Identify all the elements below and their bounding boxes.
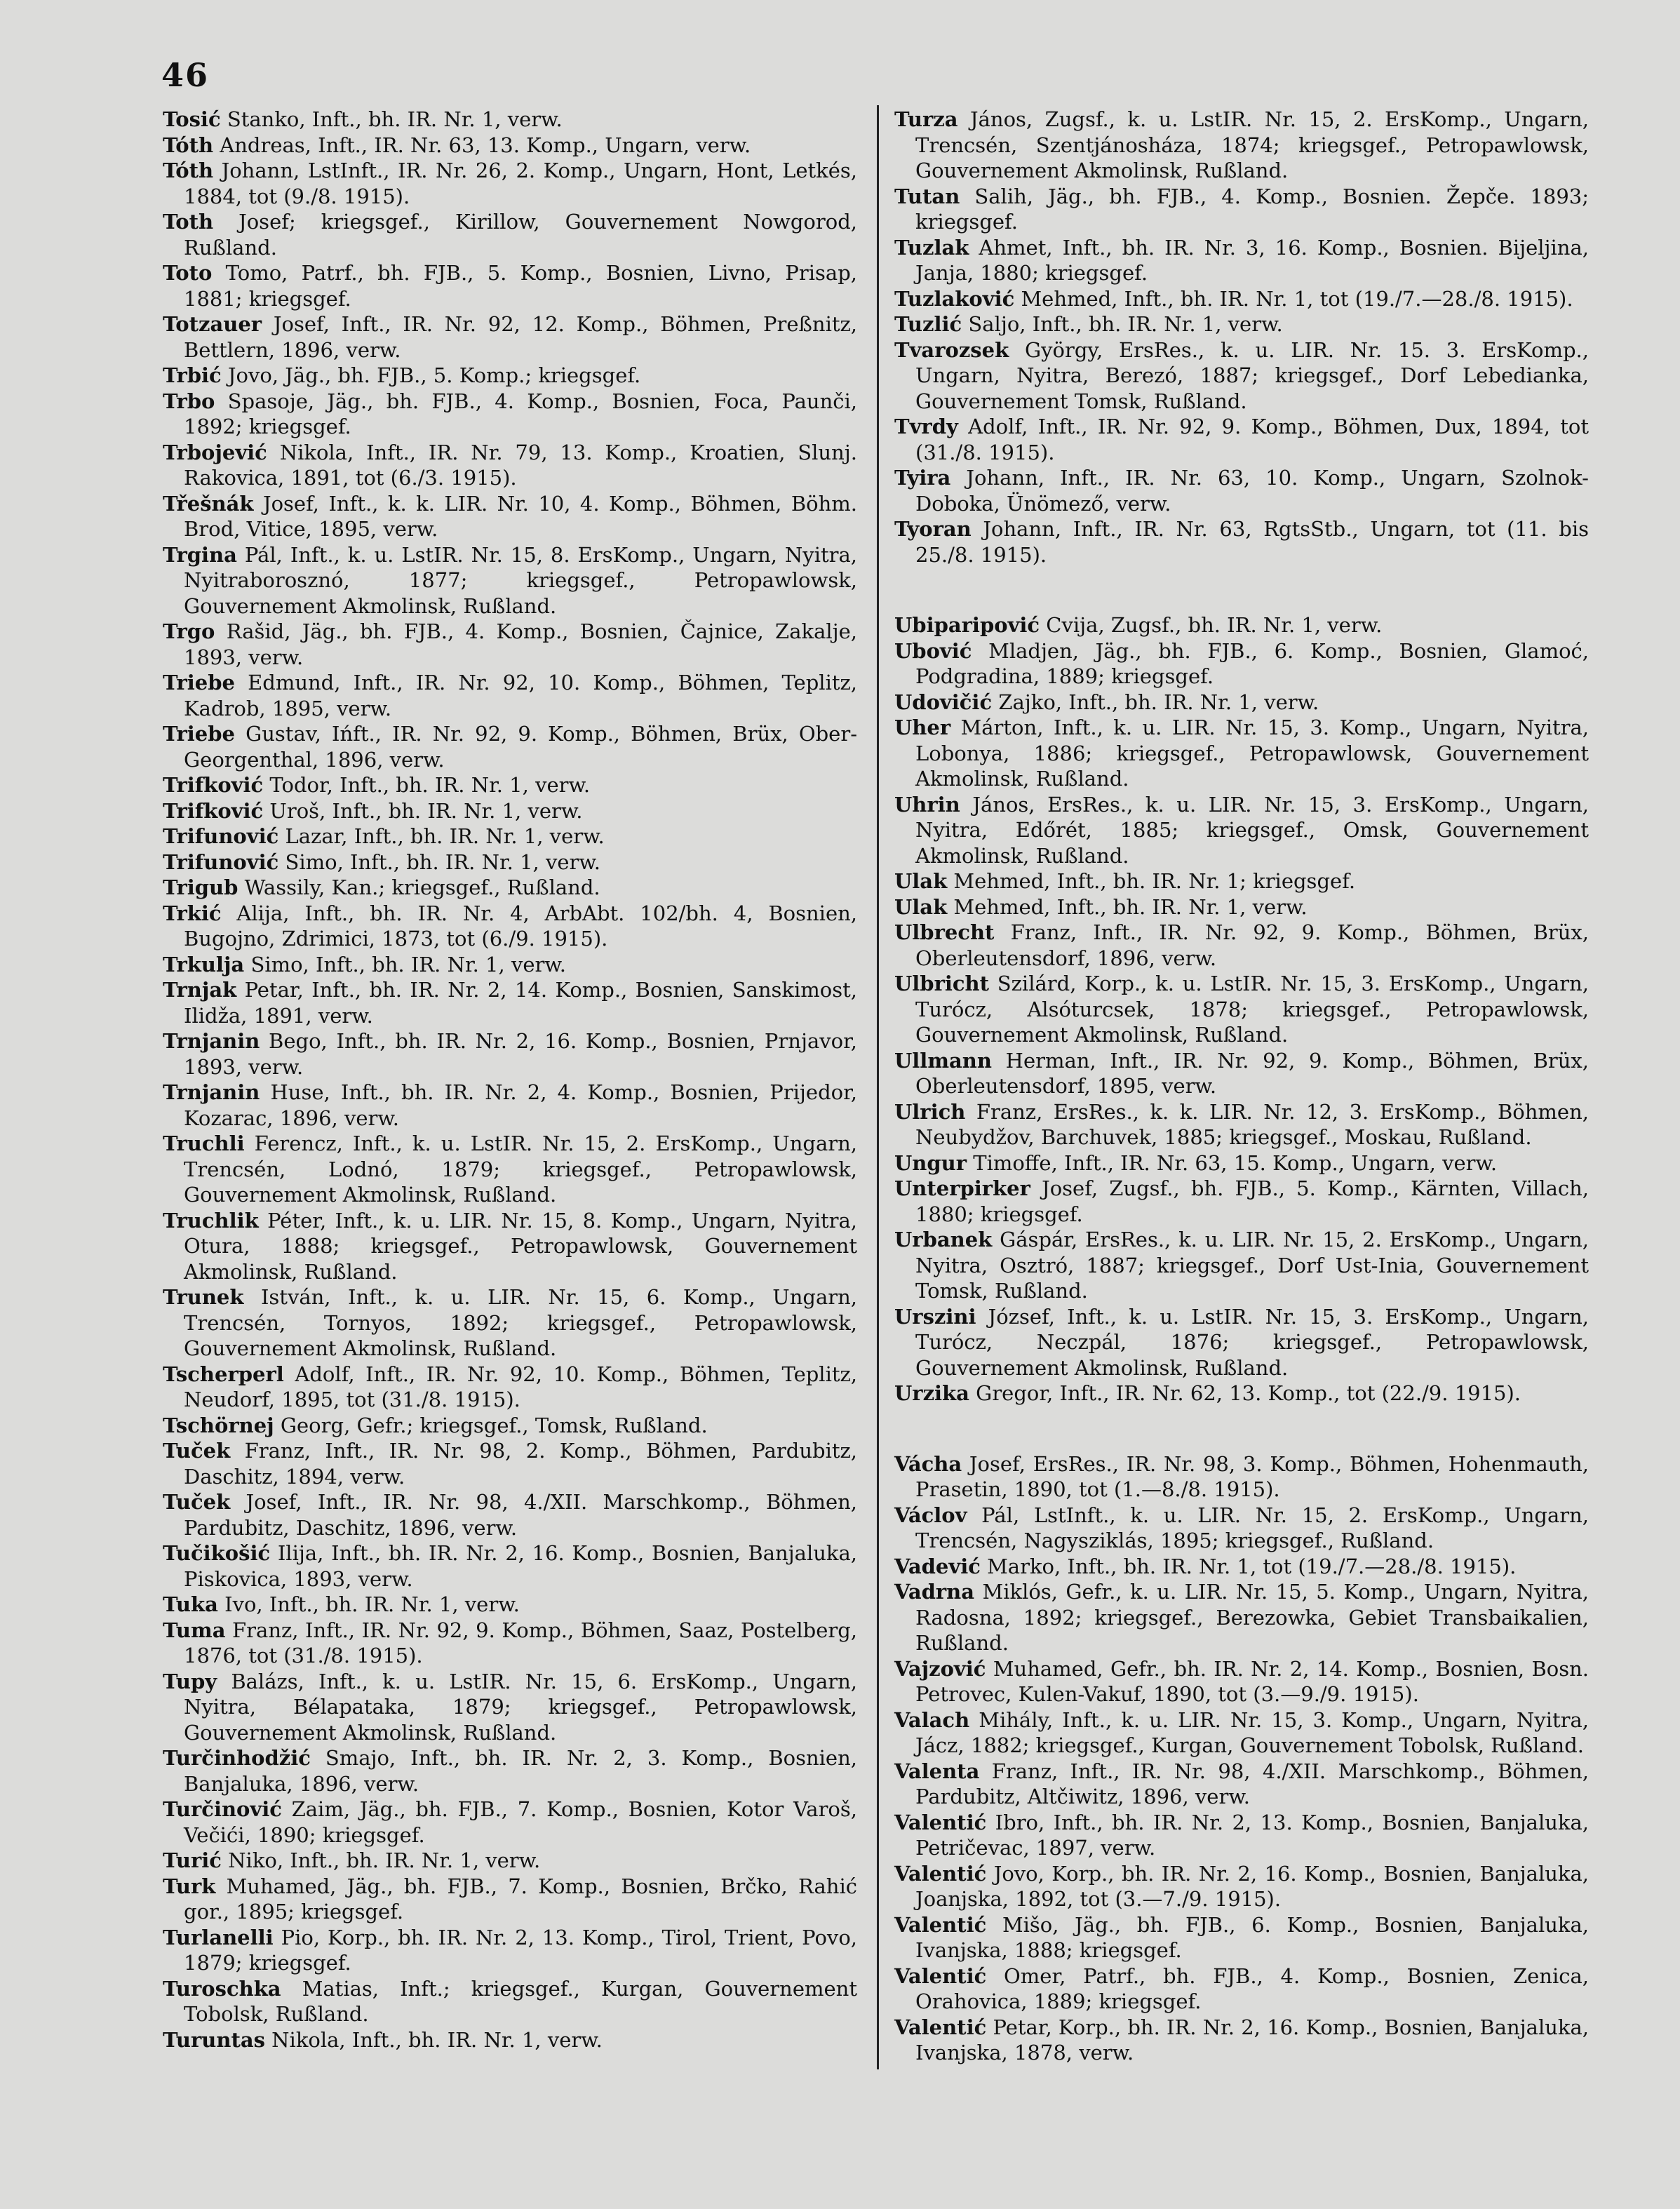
entry-details: Omer, Patrf., bh. FJB., 4. Komp., Bosnien, Zenica, Orahovica, 1889; kriegsgef. — [915, 1963, 1589, 2013]
entry-details: Josef, ErsRes., IR. Nr. 98, 3. Komp., Böhmen, Hohenmauth, Prasetin, 1890, tot (1.—8./8. 1915). — [915, 1451, 1589, 1501]
entry-details: Muhamed, Jäg., bh. FJB., 7. Komp., Bosnien, Brčko, Rahić gor., 1895; kriegsgef. — [184, 1874, 857, 1923]
entry-surname: Tschörnej — [163, 1413, 274, 1437]
entry-surname: Uhrin — [894, 792, 960, 817]
entry-surname: Triebe — [163, 671, 235, 694]
list-item — [163, 158, 857, 209]
list-item — [163, 1592, 857, 1618]
list-item — [163, 824, 857, 850]
list-item — [894, 1099, 1589, 1150]
entry-details: Simo, Inft., bh. IR. Nr. 1, verw. — [244, 952, 566, 976]
entry-surname: Turlanelli — [163, 1925, 274, 1949]
list-item — [163, 1028, 857, 1080]
entry-surname: Urzika — [894, 1381, 969, 1405]
entry-surname: Trbić — [163, 363, 222, 387]
list-item — [163, 1848, 857, 1874]
entry-details: Adolf, Inft., IR. Nr. 92, 10. Komp., Böhmen, Teplitz, Neudorf, 1895, tot (31./8. 1915). — [184, 1362, 857, 1411]
entry-surname: Ulbricht — [894, 972, 990, 995]
entry-details: Franz, Inft., IR. Nr. 92, 9. Komp., Böhmen, Brüx, Oberleutensdorf, 1896, verw. — [915, 920, 1589, 970]
list-item — [894, 715, 1589, 792]
entry-surname: Trifunović — [163, 850, 279, 874]
entry-surname: Trifković — [163, 773, 264, 797]
list-item — [894, 920, 1589, 971]
list-item — [163, 260, 857, 311]
entry-details: Mehmed, Inft., bh. IR. Nr. 1, verw. — [947, 894, 1308, 919]
list-item — [894, 1451, 1589, 1503]
entry-surname: Triebe — [163, 722, 235, 746]
entry-details: Wassily, Kan.; kriegsgef., Rußland. — [238, 875, 600, 899]
entry-surname: Tuzlak — [894, 235, 969, 260]
entry-details: Franz, ErsRes., k. k. LIR. Nr. 12, 3. ErsKomp., Böhmen, Neubydžov, Barchuvek, 1885; kriegsgef., Moskau, Rußland. — [915, 1099, 1589, 1149]
entry-details: Ivo, Inft., bh. IR. Nr. 1, verw. — [217, 1592, 520, 1616]
entry-surname: Trbo — [163, 389, 215, 413]
entry-details: Mišo, Jäg., bh. FJB., 6. Komp., Bosnien, Banjaluka, Ivanjska, 1888; kriegsgef. — [915, 1912, 1589, 1962]
entry-details: Josef, Inft., IR. Nr. 98, 4./XII. Marschkomp., Böhmen, Pardubitz, Daschitz, 1896, verw. — [184, 1490, 857, 1540]
entry-surname: Turuntas — [163, 2027, 265, 2052]
entry-surname: Trnjak — [163, 978, 237, 1002]
entry-details: Ferencz, Inft., k. u. LstIR. Nr. 15, 2. ErsKomp., Ungarn, Trencsén, Lodnó, 1879; kriegsgef., Petropawlowsk, Gouvernement Akmolinsk, Rußland. — [184, 1132, 857, 1207]
entry-details: Josef, Inft., k. k. LIR. Nr. 10, 4. Komp., Böhmen, Böhm. Brod, Vitice, 1895, verw. — [184, 491, 857, 541]
list-item — [163, 1618, 857, 1669]
list-item — [163, 1362, 857, 1413]
entry-surname: Třešnák — [163, 491, 254, 516]
list-item — [163, 977, 857, 1028]
entry-surname: Trkulja — [163, 952, 245, 976]
entry-surname: Tučikošić — [163, 1541, 271, 1565]
entry-details: Mihály, Inft., k. u. LIR. Nr. 15, 3. Komp., Ungarn, Nyitra, Jácz, 1882; kriegsgef., Kurgan, Gouvernement Tobolsk, Rußland. — [915, 1707, 1589, 1757]
entry-surname: Tóth — [163, 159, 214, 182]
list-item — [163, 1745, 857, 1797]
entry-surname: Tuček — [163, 1490, 231, 1514]
entry-surname: Tutan — [894, 184, 960, 208]
list-item — [894, 1810, 1589, 1861]
entry-details: Jovo, Jäg., bh. FJB., 5. Komp.; kriegsgef. — [221, 363, 641, 387]
list-item — [894, 465, 1589, 516]
list-item — [894, 1912, 1589, 1963]
list-item — [894, 1963, 1589, 2015]
entry-details: Zajko, Inft., bh. IR. Nr. 1, verw. — [992, 690, 1319, 714]
entry-details: Andreas, Inft., IR. Nr. 63, 13. Komp., Ungarn, verw. — [213, 133, 751, 157]
entry-details: Pio, Korp., bh. IR. Nr. 2, 13. Komp., Tirol, Trient, Povo, 1879; kriegsgef. — [184, 1925, 857, 1975]
entry-details: Rašid, Jäg., bh. FJB., 4. Komp., Bosnien, Čajnice, Zakalje, 1893, verw. — [184, 619, 857, 669]
entry-surname: Trifunović — [163, 824, 279, 848]
list-item — [894, 1579, 1589, 1656]
entry-details: Nikola, Inft., bh. IR. Nr. 1, verw. — [264, 2027, 603, 2052]
entry-surname: Tuzlić — [894, 312, 962, 336]
entry-surname: Toth — [163, 210, 214, 234]
entry-surname: Vajzović — [894, 1656, 986, 1681]
entry-details: János, Zugsf., k. u. LstIR. Nr. 15, 2. ErsKomp., Ungarn, Trencsén, Szentjánosháza, 1874; kriegsgef., Petropawlowsk, Gouvernement Akmolinsk, Rußland. — [915, 107, 1589, 182]
entry-details: Cvija, Zugsf., bh. IR. Nr. 1, verw. — [1040, 613, 1383, 637]
list-item — [163, 875, 857, 901]
entry-details: Salih, Jäg., bh. FJB., 4. Komp., Bosnien. Žepče. 1893; kriegsgef. — [915, 184, 1589, 234]
entry-surname: Tuka — [163, 1592, 218, 1616]
entry-surname: Tóth — [163, 133, 214, 157]
entry-details: Péter, Inft., k. u. LIR. Nr. 15, 8. Komp., Ungarn, Nyitra, Otura, 1888; kriegsgef., Petropawlowsk, Gouvernement Akmolinsk, Rußland. — [184, 1208, 857, 1284]
entry-surname: Valach — [894, 1707, 970, 1732]
entry-details: Nikola, Inft., IR. Nr. 79, 13. Komp., Kroatien, Slunj. Rakovica, 1891, tot (6./3. 1915). — [184, 440, 857, 490]
list-item — [163, 772, 857, 798]
entry-surname: Turk — [163, 1874, 216, 1898]
entry-details: Franz, Inft., IR. Nr. 98, 2. Komp., Böhmen, Pardubitz, Daschitz, 1894, verw. — [184, 1439, 857, 1489]
list-item — [163, 1080, 857, 1131]
entry-surname: Ulak — [894, 869, 948, 893]
entry-details: Josef, Inft., IR. Nr. 92, 12. Komp., Böhmen, Preßnitz, Bettlern, 1896, verw. — [184, 312, 857, 362]
entry-details: Georg, Gefr.; kriegsgef., Tomsk, Rußland. — [274, 1413, 708, 1437]
page-number: 46 — [161, 56, 210, 94]
entry-details: Stanko, Inft., bh. IR. Nr. 1, verw. — [220, 107, 563, 131]
entry-surname: Tscherperl — [163, 1362, 284, 1386]
list-item — [163, 721, 857, 772]
list-item — [894, 1304, 1589, 1381]
entry-details: Marko, Inft., bh. IR. Nr. 1, tot (19./7.—28./8. 1915). — [980, 1554, 1517, 1578]
list-item — [163, 107, 857, 133]
entry-surname: Václov — [894, 1503, 967, 1527]
list-item — [163, 1540, 857, 1592]
list-item — [894, 235, 1589, 286]
section-gap — [894, 568, 1589, 612]
entry-surname: Tupy — [163, 1669, 217, 1693]
entry-details: Petar, Inft., bh. IR. Nr. 2, 14. Komp., Bosnien, Sanskimost, Ilidža, 1891, verw. — [184, 978, 857, 1028]
list-item — [163, 619, 857, 670]
entry-details: Jovo, Korp., bh. IR. Nr. 2, 16. Komp., Bosnien, Banjaluka, Joanjska, 1892, tot (3.—7./9. 1915). — [915, 1861, 1589, 1911]
list-item — [163, 209, 857, 260]
entry-surname: Vadević — [894, 1554, 981, 1578]
list-item — [894, 1554, 1589, 1580]
entry-surname: Tosić — [163, 107, 221, 131]
entry-details: Mehmed, Inft., bh. IR. Nr. 1, tot (19./7.—28./8. 1915). — [1014, 286, 1573, 311]
entry-surname: Turčinhodžić — [163, 1746, 311, 1770]
entry-surname: Trunek — [163, 1285, 244, 1309]
list-item — [163, 542, 857, 619]
list-item — [894, 107, 1589, 184]
list-item — [163, 1284, 857, 1362]
entry-details: Bego, Inft., bh. IR. Nr. 2, 16. Komp., Bosnien, Prnjavor, 1893, verw. — [184, 1029, 857, 1079]
entry-surname: Trigub — [163, 875, 238, 899]
entry-details: Spasoje, Jäg., bh. FJB., 4. Komp., Bosnien, Foca, Paunči, 1892; kriegsgef. — [184, 389, 857, 438]
entry-details: Niko, Inft., bh. IR. Nr. 1, verw. — [221, 1848, 541, 1872]
entry-details: Todor, Inft., bh. IR. Nr. 1, verw. — [263, 773, 591, 797]
list-item — [163, 670, 857, 721]
list-item — [894, 894, 1589, 920]
list-item — [163, 133, 857, 159]
list-item — [894, 311, 1589, 337]
list-item — [894, 337, 1589, 415]
entry-details: Alija, Inft., bh. IR. Nr. 4, ArbAbt. 102/bh. 4, Bosnien, Bugojno, Zdrimici, 1873, tot (6./9. 1915). — [184, 901, 857, 951]
list-item — [894, 1048, 1589, 1099]
entry-surname: Valentić — [894, 1912, 987, 1937]
entry-surname: Ubiparipović — [894, 613, 1040, 637]
list-item — [894, 1759, 1589, 1810]
entry-surname: Udovičić — [894, 690, 993, 714]
entry-details: Franz, Inft., IR. Nr. 98, 4./XII. Marschkomp., Böhmen, Pardubitz, Altčiwitz, 1896, verw. — [915, 1759, 1589, 1808]
list-item — [163, 2027, 857, 2053]
entry-details: Edmund, Inft., IR. Nr. 92, 10. Komp., Böhmen, Teplitz, Kadrob, 1895, verw. — [184, 671, 857, 720]
entry-surname: Turčinović — [163, 1797, 282, 1821]
list-item — [894, 638, 1589, 690]
entry-details: Franz, Inft., IR. Nr. 92, 9. Komp., Böhmen, Saaz, Postelberg, 1876, tot (31./8. 1915). — [184, 1618, 857, 1667]
entry-surname: Vácha — [894, 1451, 962, 1476]
entry-details: Saljo, Inft., bh. IR. Nr. 1, verw. — [962, 312, 1283, 336]
list-item — [894, 286, 1589, 312]
list-item — [894, 792, 1589, 869]
entry-surname: Trkić — [163, 901, 222, 925]
entry-details: Mladjen, Jäg., bh. FJB., 6. Komp., Bosnien, Glamoć, Podgradina, 1889; kriegsgef. — [915, 638, 1589, 688]
entry-surname: Tyira — [894, 466, 951, 490]
entry-surname: Turić — [163, 1848, 222, 1872]
list-item — [894, 971, 1589, 1048]
list-item — [163, 491, 857, 542]
list-item — [163, 1874, 857, 1925]
entry-details: Josef; kriegsgef., Kirillow, Gouvernement Nowgorod, Rußland. — [184, 210, 857, 260]
entry-details: Johann, Inft., IR. Nr. 63, 10. Komp., Ungarn, Szolnok-Doboka, Ünömező, verw. — [915, 466, 1589, 516]
entry-details: Mehmed, Inft., bh. IR. Nr. 1; kriegsgef. — [947, 869, 1356, 893]
entry-details: István, Inft., k. u. LIR. Nr. 15, 6. Komp., Ungarn, Trencsén, Tornyos, 1892; kriegsgef., Petropawlowsk, Gouvernement Akmolinsk, Rußland. — [184, 1285, 857, 1360]
entry-surname: Trbojević — [163, 440, 267, 464]
entry-surname: Truchli — [163, 1132, 245, 1155]
entry-surname: Ulbrecht — [894, 920, 995, 944]
entry-surname: Trgo — [163, 619, 215, 643]
list-item — [163, 311, 857, 363]
list-item — [163, 1925, 857, 1976]
list-item — [163, 1438, 857, 1489]
column-divider — [877, 105, 879, 2069]
list-item — [894, 612, 1589, 638]
entry-details: Pál, Inft., k. u. LstIR. Nr. 15, 8. ErsKomp., Ungarn, Nyitra, Nyitraborosznó, 1877; kriegsgef., Petropawlowsk, Gouvernement Akmolinsk, Rußland. — [184, 542, 857, 618]
entry-surname: Tyoran — [894, 517, 972, 541]
entry-details: Petar, Korp., bh. IR. Nr. 2, 16. Komp., Bosnien, Banjaluka, Ivanjska, 1878, verw. — [915, 2015, 1589, 2064]
entry-details: Adolf, Inft., IR. Nr. 92, 9. Komp., Böhmen, Dux, 1894, tot (31./8. 1915). — [915, 415, 1589, 464]
list-item — [163, 1669, 857, 1746]
list-item — [894, 1707, 1589, 1759]
list-item — [894, 184, 1589, 235]
entry-surname: Turoschka — [163, 1976, 281, 2001]
list-item — [163, 363, 857, 389]
right-column — [894, 107, 1589, 2066]
entry-surname: Valentić — [894, 2015, 987, 2039]
entry-surname: Ullmann — [894, 1048, 992, 1073]
entry-surname: Uher — [894, 716, 951, 739]
entry-surname: Trifković — [163, 798, 264, 823]
list-item — [163, 1413, 857, 1439]
entry-details: Johann, Inft., IR. Nr. 63, RgtsStb., Ungarn, tot (11. bis 25./8. 1915). — [915, 517, 1589, 567]
entry-details: Gáspár, ErsRes., k. u. LIR. Nr. 15, 2. ErsKomp., Ungarn, Nyitra, Osztró, 1887; kriegsgef., Dorf Ust-Inia, Gouvernement Tomsk, Rußland. — [915, 1228, 1589, 1303]
left-column — [163, 107, 857, 2053]
entry-details: Josef, Zugsf., bh. FJB., 5. Komp., Kärnten, Villach, 1880; kriegsgef. — [915, 1176, 1589, 1226]
entry-details: Uroš, Inft., bh. IR. Nr. 1, verw. — [263, 798, 583, 823]
list-item — [163, 440, 857, 491]
list-item — [163, 1131, 857, 1208]
entry-details: Huse, Inft., bh. IR. Nr. 2, 4. Komp., Bosnien, Prijedor, Kozarac, 1896, verw. — [184, 1080, 857, 1130]
list-item — [163, 1489, 857, 1540]
entry-details: Simo, Inft., bh. IR. Nr. 1, verw. — [278, 850, 600, 874]
list-item — [894, 1150, 1589, 1176]
list-item — [163, 901, 857, 952]
list-item — [894, 1503, 1589, 1554]
list-item — [163, 798, 857, 824]
entry-surname: Tvarozsek — [894, 337, 1009, 362]
entry-details: Szilárd, Korp., k. u. LstIR. Nr. 15, 3. ErsKomp., Ungarn, Turócz, Alsóturcsek, 1878; kriegsgef., Petropawlowsk, Gouvernement Akmolinsk, Rußland. — [915, 972, 1589, 1047]
entry-surname: Trgina — [163, 542, 237, 567]
list-item — [163, 1797, 857, 1848]
entry-surname: Valentić — [894, 1963, 987, 1988]
entry-surname: Valentić — [894, 1810, 987, 1834]
entry-surname: Valenta — [894, 1759, 980, 1783]
entry-surname: Truchlik — [163, 1208, 259, 1233]
entry-details: Ilija, Inft., bh. IR. Nr. 2, 16. Komp., Bosnien, Banjaluka, Piskovica, 1893, verw. — [184, 1541, 857, 1591]
entry-details: Pál, LstInft., k. u. LIR. Nr. 15, 2. ErsKomp., Ungarn, Trencsén, Nagysziklás, 1895; kriegsgef., Rußland. — [915, 1503, 1589, 1552]
entry-surname: Trnjanin — [163, 1029, 260, 1053]
entry-details: Tomo, Patrf., bh. FJB., 5. Komp., Bosnien, Livno, Prisap, 1881; kriegsgef. — [184, 261, 857, 311]
entry-details: Márton, Inft., k. u. LIR. Nr. 15, 3. Komp., Ungarn, Nyitra, Lobonya, 1886; kriegsgef., Petropawlowsk, Gouvernement Akmolinsk, Rußland. — [915, 716, 1589, 791]
entry-details: Gustav, Ińft., IR. Nr. 92, 9. Komp., Böhmen, Brüx, Ober-Georgenthal, 1896, verw. — [184, 722, 857, 772]
entry-details: János, ErsRes., k. u. LIR. Nr. 15, 3. ErsKomp., Ungarn, Nyitra, Edőrét, 1885; kriegsgef., Omsk, Gouvernement Akmolinsk, Rußland. — [915, 792, 1589, 868]
section-gap — [894, 1406, 1589, 1451]
entry-details: Herman, Inft., IR. Nr. 92, 9. Komp., Böhmen, Brüx, Oberleutensdorf, 1895, verw. — [915, 1048, 1589, 1098]
entry-details: Miklós, Gefr., k. u. LIR. Nr. 15, 5. Komp., Ungarn, Nyitra, Radosna, 1892; kriegsgef., Berezowka, Gebiet Transbaikalien, Rußland. — [915, 1580, 1589, 1655]
entry-details: Johann, LstInft., IR. Nr. 26, 2. Komp., Ungarn, Hont, Letkés, 1884, tot (9./8. 1915). — [184, 159, 857, 208]
entry-surname: Tvrdy — [894, 415, 958, 438]
entry-surname: Trnjanin — [163, 1080, 260, 1104]
list-item — [894, 1381, 1589, 1406]
entry-surname: Ubović — [894, 638, 972, 663]
entry-surname: Ulrich — [894, 1099, 966, 1124]
entry-surname: Totzauer — [163, 312, 262, 336]
entry-details: Muhamed, Gefr., bh. IR. Nr. 2, 14. Komp., Bosnien, Bosn. Petrovec, Kulen-Vakuf, 1890, tot (3.—9./9. 1915). — [915, 1656, 1589, 1706]
entry-surname: Tuzlaković — [894, 286, 1015, 311]
entry-details: Balázs, Inft., k. u. LstIR. Nr. 15, 6. ErsKomp., Ungarn, Nyitra, Bélapataka, 1879; kriegsgef., Petropawlowsk, Gouvernement Akmolinsk, Rußland. — [184, 1669, 857, 1745]
list-item — [894, 1861, 1589, 1912]
entry-surname: Valentić — [894, 1861, 987, 1886]
list-item — [894, 516, 1589, 568]
list-item — [894, 414, 1589, 465]
list-item — [163, 850, 857, 875]
entry-surname: Unterpirker — [894, 1176, 1030, 1200]
entry-surname: Ungur — [894, 1150, 967, 1175]
entry-details: György, ErsRes., k. u. LIR. Nr. 15. 3. ErsKomp., Ungarn, Nyitra, Berezó, 1887; kriegsgef., Dorf Lebedianka, Gouvernement Tomsk, Rußland. — [915, 337, 1589, 413]
entry-details: Timoffe, Inft., IR. Nr. 63, 15. Komp., Ungarn, verw. — [967, 1150, 1498, 1175]
list-item — [894, 1656, 1589, 1707]
entry-details: Ahmet, Inft., bh. IR. Nr. 3, 16. Komp., Bosnien. Bijeljina, Janja, 1880; kriegsgef. — [915, 235, 1589, 285]
list-item — [894, 1176, 1589, 1227]
entry-surname: Vadrna — [894, 1580, 975, 1604]
list-item — [894, 1227, 1589, 1304]
entry-surname: Turza — [894, 107, 958, 131]
list-item — [894, 690, 1589, 716]
entry-details: Matias, Inft.; kriegsgef., Kurgan, Gouvernement Tobolsk, Rußland. — [184, 1976, 857, 2026]
entry-details: József, Inft., k. u. LstIR. Nr. 15, 3. ErsKomp., Ungarn, Turócz, Neczpál, 1876; kriegsgef., Petropawlowsk, Gouvernement Akmolinsk, Rußland. — [915, 1304, 1589, 1380]
entry-surname: Urbanek — [894, 1228, 993, 1251]
list-item — [894, 868, 1589, 894]
entry-surname: Tuček — [163, 1439, 231, 1463]
entry-details: Lazar, Inft., bh. IR. Nr. 1, verw. — [278, 824, 605, 848]
entry-details: Gregor, Inft., IR. Nr. 62, 13. Komp., tot (22./9. 1915). — [969, 1381, 1521, 1405]
entry-details: Smajo, Inft., bh. IR. Nr. 2, 3. Komp., Bosnien, Banjaluka, 1896, verw. — [184, 1746, 857, 1796]
list-item — [163, 952, 857, 978]
entry-surname: Toto — [163, 261, 213, 285]
list-item — [894, 2015, 1589, 2066]
entry-details: Ibro, Inft., bh. IR. Nr. 2, 13. Komp., Bosnien, Banjaluka, Petričevac, 1897, verw. — [915, 1810, 1589, 1860]
list-item — [163, 1976, 857, 2027]
list-item — [163, 389, 857, 440]
entry-details: Zaim, Jäg., bh. FJB., 7. Komp., Bosnien, Kotor Varoš, Večići, 1890; kriegsgef. — [184, 1797, 857, 1847]
entry-surname: Urszini — [894, 1304, 976, 1329]
entry-surname: Tuma — [163, 1618, 226, 1642]
list-item — [163, 1208, 857, 1285]
entry-surname: Ulak — [894, 894, 948, 919]
